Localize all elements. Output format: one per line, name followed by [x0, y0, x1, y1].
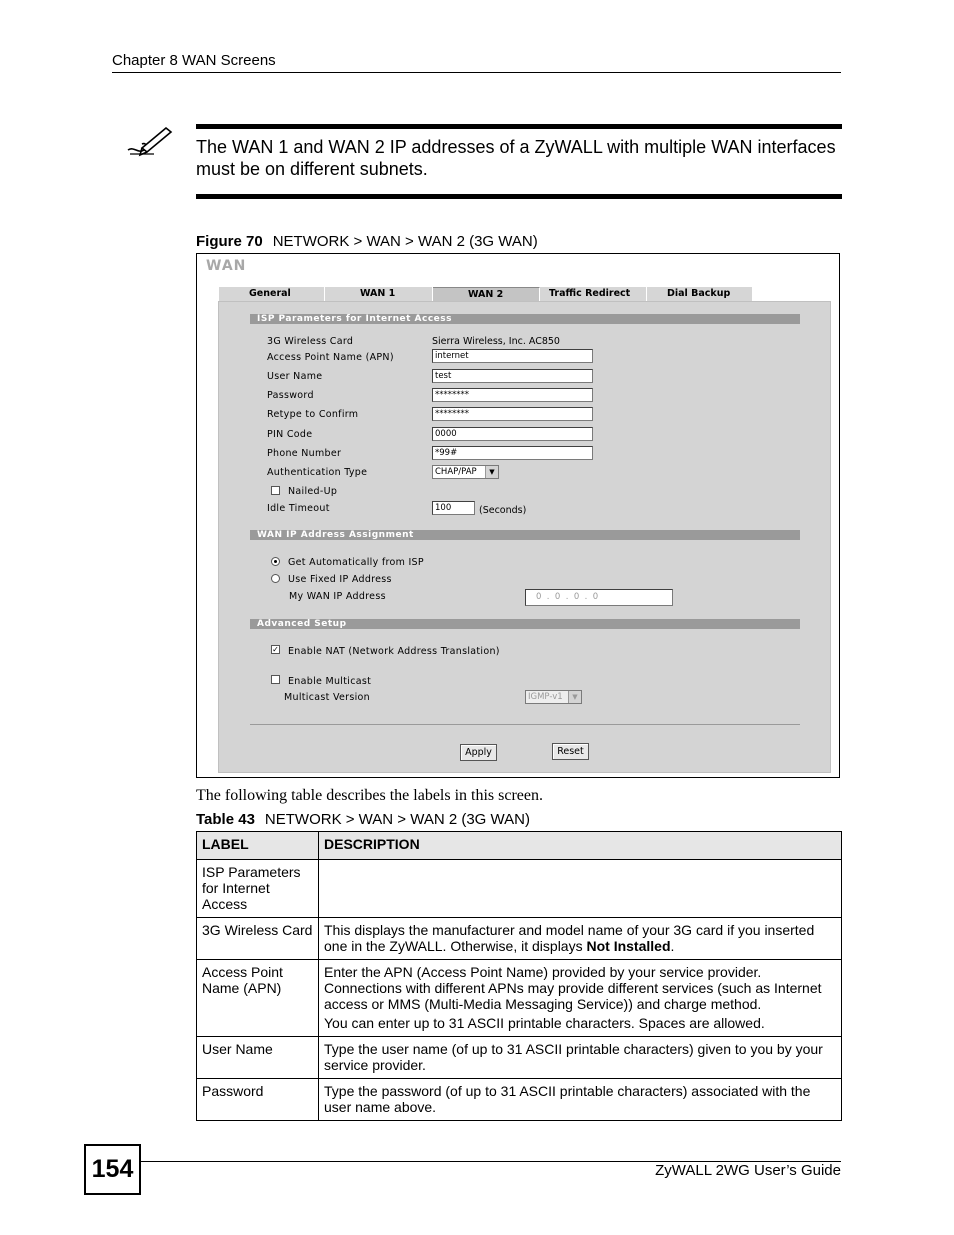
table-title: NETWORK > WAN > WAN 2 (3G WAN) [264, 811, 530, 828]
tab-wan-1[interactable]: WAN 1 [325, 287, 433, 301]
use-fixed-ip-radio[interactable] [271, 574, 280, 583]
phone-field[interactable]: *99# [432, 446, 593, 460]
figure-caption [196, 233, 538, 250]
use-fixed-ip-label: Use Fixed IP Address [288, 574, 392, 585]
nailed-up-label: Nailed-Up [288, 486, 338, 497]
pencil-note-icon [124, 124, 176, 158]
desc-text: This displays the manufacturer and model name of your 3G card if you inserted one in the ZyWALL. Otherwise, it displays [324, 922, 815, 954]
section-isp-parameters: ISP Parameters for Internet Access [250, 314, 800, 324]
row-description: Type the user name (of up to 31 ASCII printable characters) given to you by your service provider. [319, 1037, 842, 1079]
desc-bold: Not Installed [586, 938, 671, 954]
header-description: DESCRIPTION [319, 832, 842, 860]
panel-divider [250, 724, 800, 725]
get-automatically-label: Get Automatically from ISP [288, 557, 424, 568]
tab-general[interactable]: General [219, 287, 325, 301]
intro-text: The following table describes the labels in this screen. [196, 787, 544, 804]
header-label: LABEL [197, 832, 319, 860]
enable-nat-label: Enable NAT (Network Address Translation) [288, 646, 500, 657]
desc-paragraph: You can enter up to 31 ASCII printable characters. Spaces are allowed. [324, 1015, 765, 1031]
table-caption [196, 811, 530, 828]
idle-timeout-field[interactable]: 100 [432, 501, 475, 515]
row-label: Password [197, 1079, 319, 1121]
desc-end: . [670, 938, 675, 954]
row-label: User Name [197, 1037, 319, 1079]
retype-field[interactable]: ******** [432, 407, 593, 421]
password-label: Password [267, 390, 314, 401]
row-description [319, 918, 842, 960]
auth-type-label: Authentication Type [267, 467, 368, 478]
multicast-version-label: Multicast Version [284, 692, 370, 703]
note-bottom-bar [196, 194, 842, 199]
note-top-bar [196, 124, 842, 129]
retype-label: Retype to Confirm [267, 409, 359, 420]
table-row [197, 860, 842, 918]
username-label: User Name [267, 371, 323, 382]
row-description [319, 960, 842, 1037]
row-label: Access Point Name (APN) [197, 960, 319, 1037]
wireless-card-label: 3G Wireless Card [267, 336, 354, 347]
phone-label: Phone Number [267, 448, 342, 459]
page-number: 154 [84, 1144, 141, 1195]
tab-wan-2[interactable]: WAN 2 [433, 287, 540, 301]
idle-timeout-unit: (Seconds) [479, 505, 527, 516]
tab-traffic-redirect[interactable]: Traffic Redirect [540, 287, 647, 301]
pin-label: PIN Code [267, 429, 313, 440]
section-advanced-setup: Advanced Setup [250, 619, 800, 629]
idle-timeout-label: Idle Timeout [267, 503, 330, 514]
apply-button[interactable]: Apply [460, 744, 497, 761]
figure-title: NETWORK > WAN > WAN 2 (3G WAN) [272, 233, 538, 250]
header-rule [112, 72, 841, 73]
table-row [197, 960, 842, 1037]
apn-label: Access Point Name (APN) [267, 352, 394, 363]
table-header-row [197, 832, 842, 860]
auth-type-value: CHAP/PAP [435, 467, 477, 477]
nailed-up-checkbox[interactable] [271, 486, 280, 495]
row-description: Type the password (of up to 31 ASCII printable characters) associated with the user name above. [319, 1079, 842, 1121]
figure-number: Figure 70 [196, 233, 263, 250]
screen-title: WAN [206, 258, 247, 274]
auth-type-select[interactable] [432, 465, 499, 479]
table-row [197, 1037, 842, 1079]
chevron-down-icon: ▼ [568, 691, 581, 703]
enable-multicast-label: Enable Multicast [288, 676, 372, 687]
chevron-down-icon: ▼ [485, 466, 498, 478]
table-row [197, 918, 842, 960]
my-wan-ip-field[interactable]: 0 . 0 . 0 . 0 [525, 589, 673, 606]
multicast-version-value: IGMP-v1 [528, 692, 563, 702]
row-description [319, 860, 842, 918]
section-wan-ip-assignment: WAN IP Address Assignment [250, 530, 800, 540]
wireless-card-value: Sierra Wireless, Inc. AC850 [432, 336, 560, 347]
row-label: ISP Parameters for Internet Access [197, 860, 319, 918]
table-row [197, 1079, 842, 1121]
footer-guide-title: ZyWALL 2WG User’s Guide [655, 1162, 841, 1179]
pin-field[interactable]: 0000 [432, 427, 593, 441]
label-description-table [196, 831, 842, 1121]
password-field[interactable]: ******** [432, 388, 593, 402]
username-field[interactable]: test [432, 369, 593, 383]
chapter-header: Chapter 8 WAN Screens [112, 52, 276, 69]
get-automatically-radio[interactable] [271, 557, 280, 566]
enable-nat-checkbox[interactable]: ✓ [272, 645, 279, 654]
reset-button[interactable]: Reset [552, 743, 589, 760]
multicast-version-select[interactable] [525, 690, 582, 704]
note-text: The WAN 1 and WAN 2 IP addresses of a ZyWALL with multiple WAN interfaces must be on different subnets. [196, 137, 836, 179]
my-wan-ip-label: My WAN IP Address [289, 591, 386, 602]
table-number: Table 43 [196, 811, 255, 828]
tab-dial-backup[interactable]: Dial Backup [647, 287, 753, 301]
enable-multicast-checkbox[interactable] [271, 675, 280, 684]
apn-field[interactable]: internet [432, 349, 593, 363]
row-label: 3G Wireless Card [197, 918, 319, 960]
desc-paragraph: Enter the APN (Access Point Name) provided by your service provider. Connections with different APNs may provide different services (such as Internet access or MMS (Multi-Media Messaging Service)) and charge method. [324, 964, 822, 1012]
